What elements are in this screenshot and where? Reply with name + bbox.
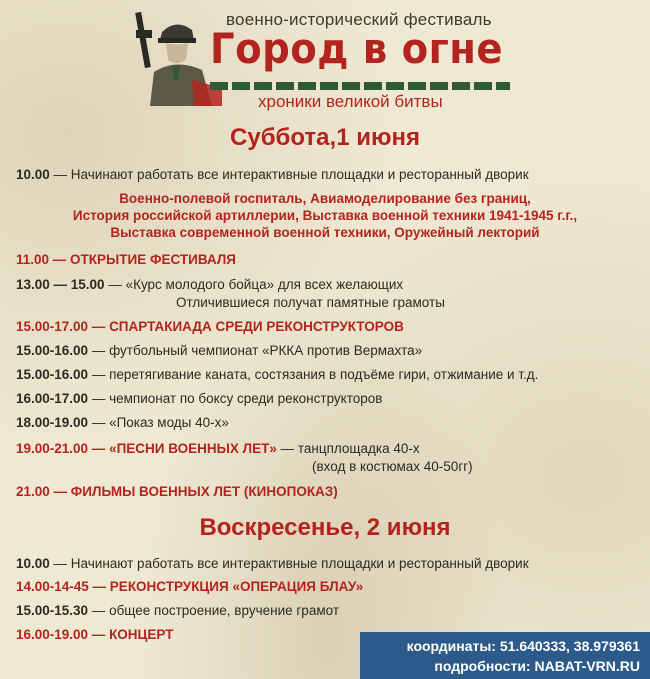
row-text: — общее построение, вручение грамот	[88, 603, 339, 618]
venue-line: Военно-полевой госпиталь, Авиамоделирование без границ,	[119, 191, 531, 206]
contact-box	[360, 632, 650, 679]
row-time: 13.00 — 15.00	[16, 277, 105, 292]
festival-subtitle: военно-исторический фестиваль	[226, 10, 492, 29]
venue-line: История российской артиллерии, Выставка военной техники 1941-1945 г.г.,	[72, 208, 578, 223]
row-text: — футбольный чемпионат «РККА против Вермахта»	[88, 343, 423, 358]
row-note: (вход в костюмах 40-50гг)	[312, 459, 473, 474]
website-link[interactable]: подробности: NABAT-VRN.RU	[434, 658, 640, 674]
row-text: — «Показ моды 40-х»	[88, 415, 229, 430]
venue-line: Выставка современной военной техники, Оружейный лекторий	[110, 225, 540, 240]
schedule-row	[16, 390, 636, 407]
schedule-row-highlight: 16.00-19.00 — КОНЦЕРТ	[16, 627, 174, 642]
ribbon-stripe	[210, 82, 510, 90]
row-time: 10.00	[16, 167, 50, 182]
schedule-row	[16, 366, 636, 383]
schedule-row-highlight: 21.00 — ФИЛЬМЫ ВОЕННЫХ ЛЕТ (КИНОПОКАЗ)	[16, 484, 338, 499]
day-heading-sunday: Воскресенье, 2 июня	[199, 514, 451, 541]
schedule-row	[16, 555, 636, 572]
row-text: — Начинают работать все интерактивные площадки и ресторанный дворик	[49, 556, 529, 571]
row-text: — «Курс молодого бойца» для всех желающих	[104, 277, 404, 292]
schedule-row	[16, 276, 636, 293]
schedule-row	[16, 440, 636, 457]
row-note: Отличившиеся получат памятные грамоты	[176, 295, 445, 310]
festival-tagline: хроники великой битвы	[258, 92, 443, 111]
schedule-row-highlight: 11.00 — ОТКРЫТИЕ ФЕСТИВАЛЯ	[16, 252, 237, 267]
row-highlight: 19.00-21.00 — «ПЕСНИ ВОЕННЫХ ЛЕТ»	[16, 441, 277, 456]
row-text: — Начинают работать все интерактивные площадки и ресторанный дворик	[49, 167, 529, 182]
coordinates-text: координаты: 51.640333, 38.979361	[406, 638, 640, 654]
row-time: 15.00-15.30	[16, 603, 89, 618]
row-time: 16.00-17.00	[16, 391, 89, 406]
schedule-row-highlight: 14.00-14-45 — РЕКОНСТРУКЦИЯ «ОПЕРАЦИЯ БЛАУ»	[16, 579, 364, 594]
row-time: 10.00	[16, 556, 50, 571]
day-heading-saturday: Суббота,1 июня	[230, 124, 420, 151]
row-text: — перетягивание каната, состязания в подъёме гири, отжимание и т.д.	[88, 367, 539, 382]
row-time: 15.00-16.00	[16, 343, 89, 358]
festival-title: Город в огне	[210, 24, 504, 73]
schedule-row	[16, 414, 636, 431]
schedule-row	[16, 342, 636, 359]
row-text: — танцплощадка 40-х	[276, 441, 420, 456]
soldier-logo-icon	[132, 10, 222, 106]
row-time: 15.00-16.00	[16, 367, 89, 382]
schedule-row	[16, 166, 636, 183]
schedule-row	[16, 602, 636, 619]
venues-list	[0, 190, 650, 241]
row-text: — чемпионат по боксу среди реконструкторов	[88, 391, 383, 406]
row-time: 18.00-19.00	[16, 415, 89, 430]
festival-header	[0, 0, 650, 120]
schedule-row-highlight: 15.00-17.00 — СПАРТАКИАДА СРЕДИ РЕКОНСТРУКТОРОВ	[16, 319, 404, 334]
